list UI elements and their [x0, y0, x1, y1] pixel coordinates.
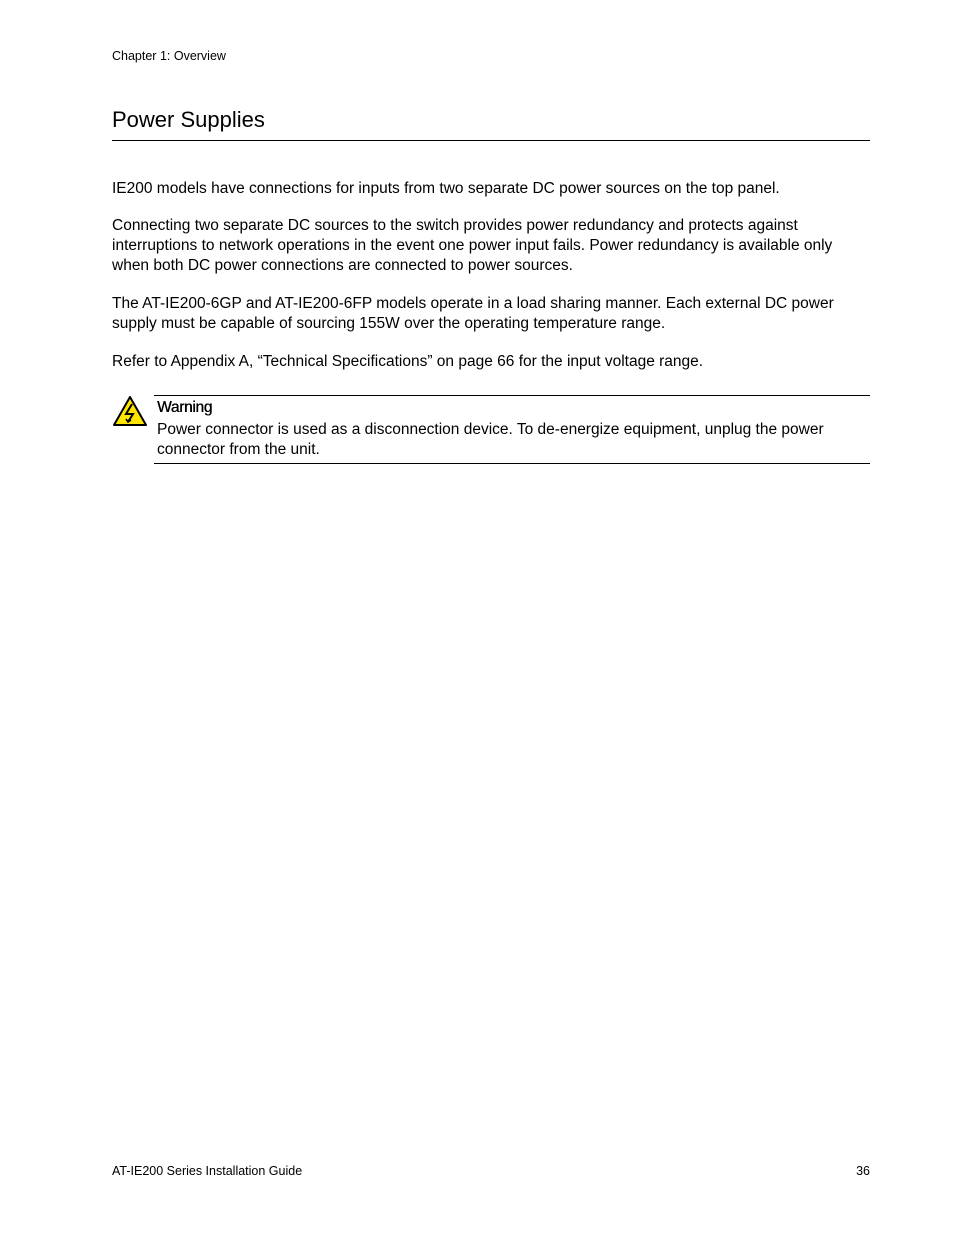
- paragraph-dc-inputs: IE200 models have connections for inputs from two separate DC power sources on the top panel.: [112, 180, 780, 197]
- footer-guide-title: AT-IE200 Series Installation Guide: [112, 1164, 303, 1178]
- paragraph-appendix-reference: Refer to Appendix A, “Technical Specifications” on page 66 for the input voltage range.: [112, 353, 704, 370]
- chapter-header: Chapter 1: Overview: [112, 49, 226, 63]
- paragraph-redundancy: Connecting two separate DC sources to the switch provides power redundancy and protects against interruptions to network operations in the event one power input fails. Power redundancy is available only when both DC power connections are connected to power sources.: [112, 217, 833, 274]
- paragraph-load-sharing: The AT-IE200-6GP and AT-IE200-6FP models operate in a load sharing manner. Each external DC power supply must be capable of sourcing 155W over the operating temperature range.: [112, 295, 834, 332]
- warning-top-rule: [154, 395, 870, 396]
- warning-title: Warning: [157, 399, 213, 416]
- footer-page-number: 36: [856, 1164, 870, 1178]
- warning-text: Power connector is used as a disconnection device. To de-energize equipment, unplug the power connector from the unit.: [157, 421, 824, 458]
- section-title: Power Supplies: [112, 107, 265, 132]
- warning-bottom-rule: [154, 463, 870, 464]
- title-rule: [112, 140, 870, 141]
- electrical-hazard-icon: [112, 395, 148, 427]
